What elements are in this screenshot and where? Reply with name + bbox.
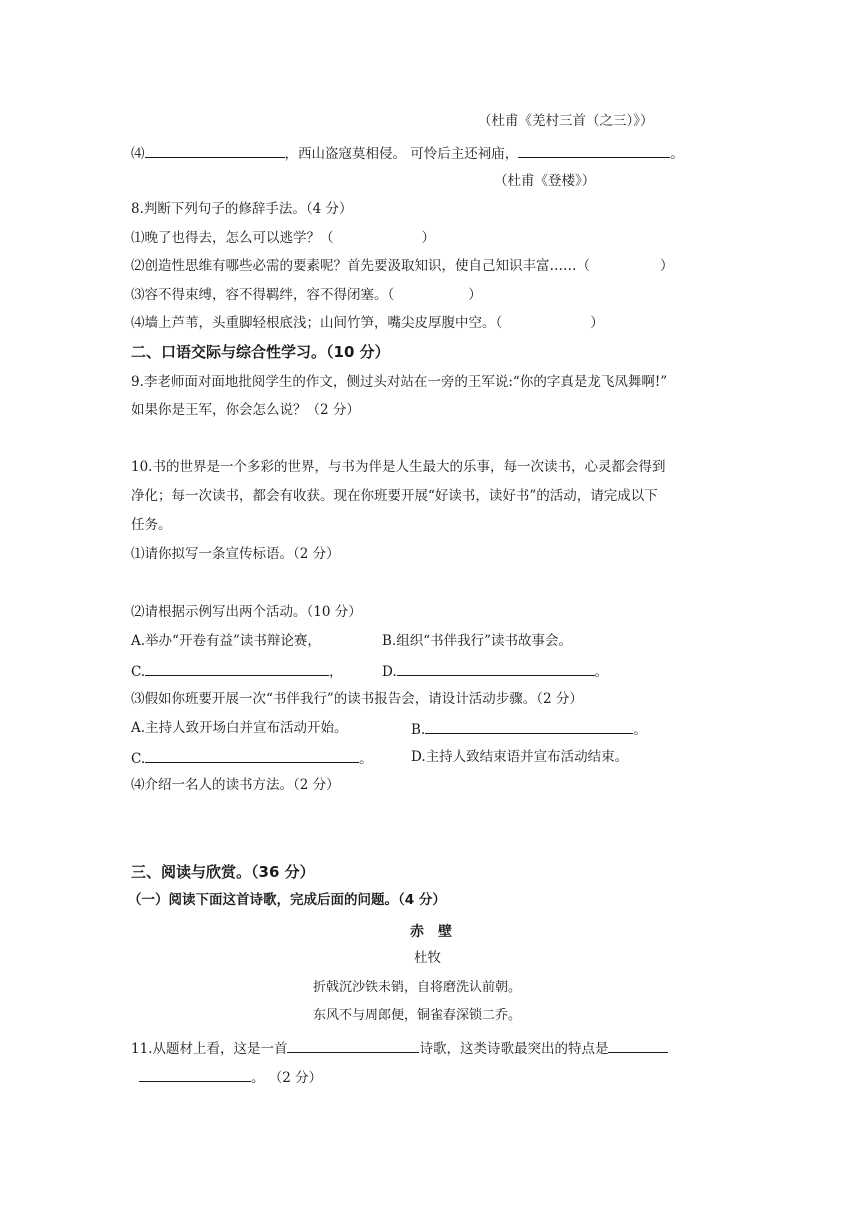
sub-question: ⑷介绍一名人的读书方法。（2 分） xyxy=(131,777,340,793)
question-line: ⑴晚了也得去，怎么可以逃学？（ ） xyxy=(131,230,435,246)
question-line: ⑷ ，西山盗寇莫相侵。 可怜后主还祠庙， 。 xyxy=(131,142,684,164)
step-b: B. 。 xyxy=(411,718,647,740)
question-line: 11.从题材上看，这是一首 诗歌，这类诗歌最突出的特点是 xyxy=(131,1037,668,1059)
sub-question: ⑴请你拟写一条宣传标语。（2 分） xyxy=(131,546,340,562)
poem-line: 折戟沉沙铁未销，自将磨洗认前朝。 xyxy=(313,980,522,995)
poem-author: 杜牧 xyxy=(414,950,441,966)
question-line: ⑶容不得束缚，容不得羁绊，容不得闭塞。（ ） xyxy=(131,287,482,303)
question-line: 任务。 xyxy=(131,517,172,533)
question-line: 9.李老师面对面地批阅学生的作文，侧过头对站在一旁的王军说:“你的字真是龙飞凤舞啊!” xyxy=(131,374,668,390)
sub-question: ⑶假如你班要开展一次“书伴我行”的读书报告会，请设计活动步骤。（2 分） xyxy=(131,691,583,707)
answer-blank[interactable] xyxy=(608,1037,668,1053)
source-line: （杜甫《登楼》） xyxy=(494,173,596,189)
answer-blank[interactable] xyxy=(518,142,670,158)
step-a: A.主持人致开场白并宣布活动开始。 xyxy=(131,720,348,736)
answer-blank[interactable] xyxy=(145,142,285,158)
question-line: ⑷墙上芦苇，头重脚轻根底浅；山间竹笋，嘴尖皮厚腹中空。（ ） xyxy=(131,315,604,331)
source-line: （杜甫《羌村三首（之三）》） xyxy=(478,113,654,129)
section-heading: 二、口语交际与综合性学习。（10 分） xyxy=(131,343,390,361)
poem-line: 东风不与周郎便，铜雀春深锁二乔。 xyxy=(313,1008,522,1023)
activity-answer-d: D. 。 xyxy=(382,660,608,682)
subsection-heading: （一）阅读下面这首诗歌，完成后面的问题。（4 分） xyxy=(128,892,446,908)
sub-question: ⑵请根据示例写出两个活动。（10 分） xyxy=(131,604,362,620)
question-line: 净化；每一次读书，都会有收获。现在你班要开展“好读书，读好书”的活动，请完成以下 xyxy=(131,488,658,504)
example-activity-b: B.组织“书伴我行”读书故事会。 xyxy=(382,633,573,649)
answer-blank[interactable] xyxy=(425,718,633,734)
question-line: ⑵创造性思维有哪些必需的要素呢？首先要汲取知识，使自己知识丰富……（ ） xyxy=(131,258,674,274)
question-line: 10.书的世界是一个多彩的世界，与书为伴是人生最大的乐事，每一次读书，心灵都会得到 xyxy=(131,459,666,475)
question-line: 如果你是王军，你会怎么说？（2 分） xyxy=(131,402,360,418)
question-line: 。 （2 分） xyxy=(139,1066,322,1088)
example-activity-a: A.举办“开卷有益”读书辩论赛， xyxy=(131,633,321,649)
section-heading: 三、阅读与欣赏。（36 分） xyxy=(131,863,315,881)
answer-blank[interactable] xyxy=(145,747,359,763)
poem-title: 赤壁 xyxy=(410,924,466,940)
answer-blank[interactable] xyxy=(287,1037,419,1053)
step-c: C. 。 xyxy=(131,747,373,769)
answer-blank[interactable] xyxy=(145,660,329,676)
question-title: 8.判断下列句子的修辞手法。（4 分） xyxy=(131,201,353,217)
step-d: D.主持人致结束语并宣布活动结束。 xyxy=(411,749,629,765)
answer-blank[interactable] xyxy=(397,660,595,676)
activity-answer-c: C. ， xyxy=(131,660,343,682)
answer-blank[interactable] xyxy=(139,1066,251,1082)
